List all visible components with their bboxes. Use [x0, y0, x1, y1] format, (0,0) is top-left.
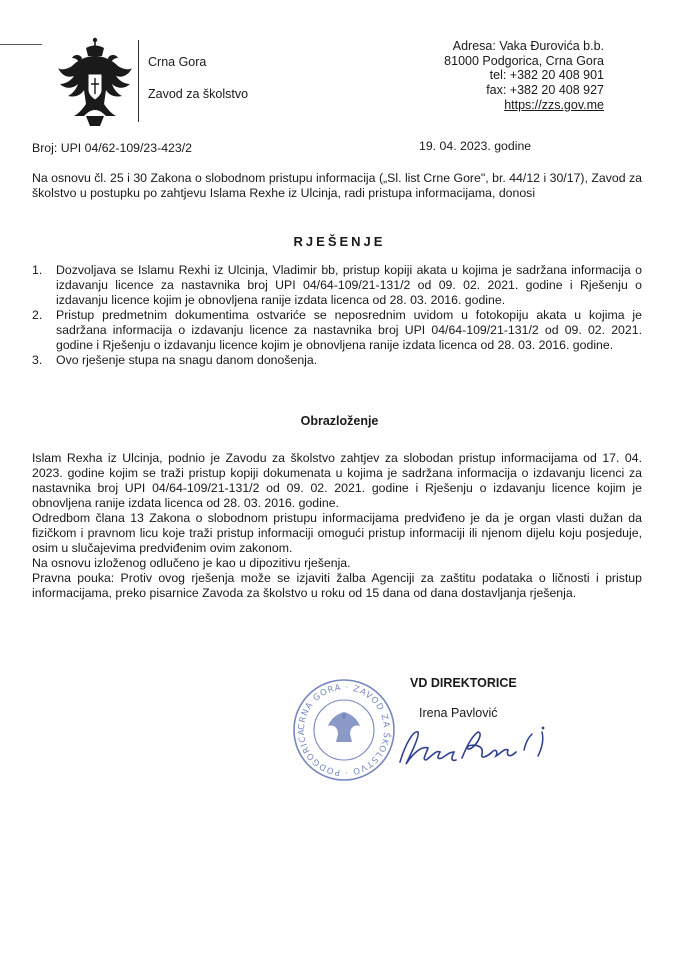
list-item: 1. Dozvoljava se Islamu Rexhi iz Ulcinja, Vladimir bb, pristup kopiji akata u kojima je sadržana informacija o izdavanju licence za nastavnika broj UPI 04/64-109/21-131/2 od 09. 02. 2021. godine i Rješenju o izdavanju licence kojim je obnovljena ranije izdata licenca od 28. 03. 2016. godine.: [32, 263, 642, 307]
preamble: Na osnovu čl. 25 i 30 Zakona o slobodnom pristupu informacija („Sl. list Crne Gore", br. 44/12 i 30/17), Zavod za školstvo u postupku po zahtjevu Islama Rexhe iz Ulcinja, radi pristupa informacijama, donosi: [32, 171, 642, 200]
address-line: 81000 Podgorica, Crna Gora: [444, 53, 604, 68]
document-title: RJEŠENJE: [293, 234, 386, 249]
phone-line: tel: +382 20 408 901: [489, 68, 604, 83]
contact-address: [444, 39, 604, 113]
reasoning-paragraph: Islam Rexha iz Ulcinja, podnio je Zavodu za školstvo zahtjev za slobodan pristup informacijama od 17. 04. 2023. godine kojim se traži pristup kopiji dokumenata u kojima je sadržana informacija o izdavanju licenci za nastavnika broj UPI 04/64-109/21-131/2 od 09. 02. 2021. godine i Rješenju o izdavanju licence kojim je obnovljena ranije izdata licenca od 28. 03. 2016. godine.: [32, 451, 642, 510]
official-stamp: [290, 676, 398, 784]
signer-title: VD DIREKTORICE: [410, 676, 517, 690]
reasoning-paragraph: Na osnovu izloženog odlučeno je kao u dipozitivu rješenja.: [32, 556, 351, 570]
institution-name: Zavod za školstvo: [148, 87, 249, 101]
website-link[interactable]: https://zzs.gov.me: [504, 97, 604, 112]
document-number: Broj: UPI 04/62-109/23-423/2: [32, 141, 192, 155]
list-item: 3. Ovo rješenje stupa na snagu danom donošenja.: [32, 353, 318, 367]
header-divider: [138, 40, 139, 122]
address-line: Adresa: Vaka Đurovića b.b.: [452, 39, 604, 53]
decision-list: [32, 263, 642, 368]
legal-notice: Pravna pouka: Protiv ovog rješenja može se izjaviti žalba Agenciji za zaštitu podataka o ličnosti i pristup informacijama, preko pisarnice Zavoda za školstvo u roku od 15 dana od dana dostavljanja rješenja.: [32, 571, 642, 600]
top-rule: [0, 44, 42, 45]
list-item: 2. Pristup predmetnim dokumentima ostvariće se neposrednim uvidom u fotokopiju akata u kojima je sadržana informacija o izdavanju licence za nastavnika broj UPI 04/64-109/21-131/2 od 09. 02. 2021. godine i Rješenju o izdavanju licence kojim je obnovljena ranije izdata licenca od 28. 03. 2016. godine.: [32, 308, 642, 352]
country-name: Crna Gora: [148, 55, 207, 69]
fax-line: fax: +382 20 408 927: [486, 83, 604, 98]
reasoning-paragraph: Odredbom člana 13 Zakona o slobodnom pristupu informacijama predviđeno je da je organ vlasti dužan da fizičkom i pravnom licu koje traži pristup informaciji omogući pristup informaciji ili njenom dijelu koju posjeduje, osim u slučajevima predviđenim ovim zakonom.: [32, 511, 642, 555]
handwritten-signature: [392, 722, 552, 772]
reasoning-title: Obrazloženje: [300, 414, 379, 428]
signer-name: Irena Pavlović: [419, 706, 498, 720]
svg-text:CRNA GORA · ZAVOD ZA ŠKOLSTVO: CRNA GORA · ZAVOD ZA ŠKOLSTVO · PODGORICA: [296, 682, 392, 778]
reasoning-body: [32, 451, 642, 601]
document-date: 19. 04. 2023. godine: [419, 139, 532, 153]
coat-of-arms-icon: [56, 34, 134, 130]
